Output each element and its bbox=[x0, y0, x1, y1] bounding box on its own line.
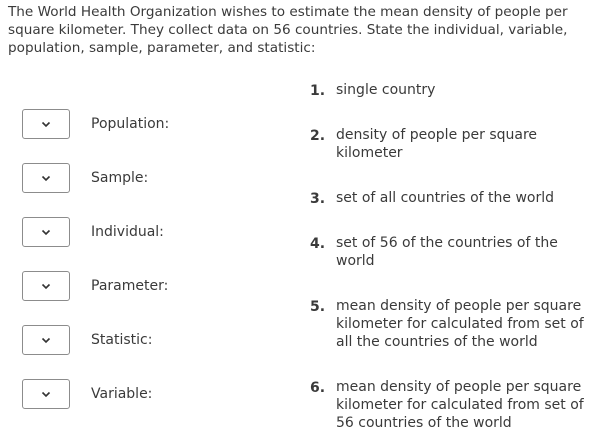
match-row-individual bbox=[22, 216, 164, 248]
statistic-select[interactable] bbox=[22, 325, 70, 355]
answer-text: set of all countries of the world bbox=[336, 190, 555, 206]
answer-item bbox=[310, 234, 586, 270]
match-row-statistic bbox=[22, 324, 153, 356]
variable-label: Variable: bbox=[91, 386, 153, 402]
answer-text: mean density of people per square kilometer for calculated from set of 56 countries of the world bbox=[336, 379, 584, 431]
statistic-label: Statistic: bbox=[91, 332, 153, 348]
chevron-down-icon bbox=[41, 391, 51, 398]
chevron-down-icon bbox=[41, 337, 51, 344]
population-label: Population: bbox=[91, 116, 170, 132]
answer-number: 4. bbox=[310, 236, 326, 252]
answer-text: mean density of people per square kilometer for calculated from set of all the countries of the world bbox=[336, 298, 584, 350]
answer-item bbox=[310, 126, 586, 162]
answer-item bbox=[310, 189, 586, 207]
answer-item bbox=[310, 378, 586, 432]
individual-label: Individual: bbox=[91, 224, 164, 240]
answer-number: 5. bbox=[310, 299, 326, 315]
answer-item bbox=[310, 81, 586, 99]
answer-number: 6. bbox=[310, 380, 326, 396]
answer-number: 1. bbox=[310, 83, 326, 99]
match-row-variable bbox=[22, 378, 153, 410]
chevron-down-icon bbox=[41, 121, 51, 128]
chevron-down-icon bbox=[41, 229, 51, 236]
answer-text: set of 56 of the countries of the world bbox=[336, 235, 558, 269]
population-select[interactable] bbox=[22, 109, 70, 139]
sample-select[interactable] bbox=[22, 163, 70, 193]
answer-number: 2. bbox=[310, 128, 326, 144]
chevron-down-icon bbox=[41, 283, 51, 290]
sample-label: Sample: bbox=[91, 170, 149, 186]
parameter-select[interactable] bbox=[22, 271, 70, 301]
match-row-population bbox=[22, 108, 170, 140]
variable-select[interactable] bbox=[22, 379, 70, 409]
answer-text: density of people per square kilometer bbox=[336, 127, 538, 161]
match-row-parameter bbox=[22, 270, 169, 302]
match-row-sample bbox=[22, 162, 149, 194]
parameter-label: Parameter: bbox=[91, 278, 169, 294]
answer-text: single country bbox=[336, 82, 436, 98]
answer-number: 3. bbox=[310, 191, 326, 207]
chevron-down-icon bbox=[41, 175, 51, 182]
answer-item bbox=[310, 297, 586, 351]
question-text: The World Health Organization wishes to estimate the mean density of people per square kilometer. They collect data on 56 countries. State the individual, variable, population, sample, parameter, and statistic: bbox=[8, 4, 568, 56]
individual-select[interactable] bbox=[22, 217, 70, 247]
